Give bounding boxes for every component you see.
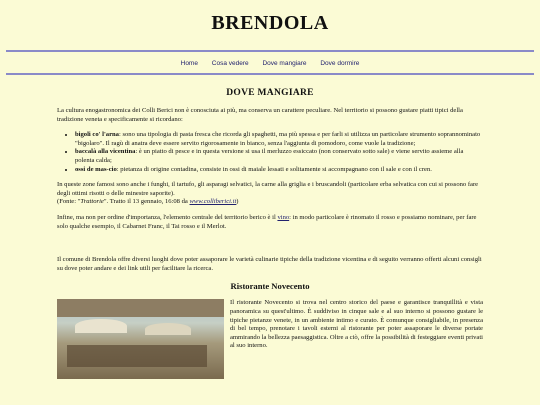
restaurant-block bbox=[57, 299, 483, 379]
list-item bbox=[75, 131, 483, 148]
page-header bbox=[0, 0, 540, 40]
brendola-paragraph: Il comune di Brendola offre diversi luoghi dove poter assaporare le varietà culinarie tipiche della tradizione vicentina e di seguito verranno offerti alcuni consigli su dove poter andare e dei link utili per facilitare la ricerca. bbox=[57, 256, 482, 272]
section-title: DOVE MANGIARE bbox=[226, 88, 314, 98]
intro-paragraph: La cultura enogastronomica dei Colli Berici non è conosciuta ai più, ma conserva un carattere peculiare. Nel territorio si possono gustare piatti tipici della tradizione veneta e specificamente si ricordano: bbox=[57, 107, 463, 123]
nav-cosa-vedere-link[interactable]: Cosa vedere bbox=[211, 60, 249, 67]
source-suffix: ) bbox=[236, 198, 239, 206]
restaurant-title: Ristorante Novecento bbox=[230, 281, 310, 292]
restaurant-description: Il ristorante Novecento si trova nel centro storico del paese e garantisce tranquillità e vista panoramica su quest'ultimo. È suddiviso in cinque sale e al suo interno si possono gustare le tipiche pietanze venete, in un ambiente intimo e curato. È comunque consigliabile, in presenza di bel tempo, prenotare i tavoli esterni al ristorante per poter assaporare le diverse portate ammirando la bellezza paesaggistica. Oltre a ciò, offre la possibilità di festeggiare eventi privati al suo interno. bbox=[230, 299, 483, 350]
site-title: BRENDOLA bbox=[211, 12, 329, 34]
wine-link[interactable]: vino bbox=[277, 213, 290, 221]
dish-name: baccalà alla vicentina bbox=[75, 148, 136, 156]
nav-divider bbox=[6, 73, 534, 75]
source-link[interactable]: www.colliberici.it bbox=[189, 198, 237, 206]
list-item bbox=[75, 166, 483, 175]
source-mid: ". Tratto il 13 gennaio, 16:08 da bbox=[103, 198, 190, 206]
dish-list bbox=[57, 131, 483, 174]
dish-name: bigoli co' l'arna bbox=[75, 131, 119, 139]
photo-umbrella bbox=[145, 323, 191, 335]
photo-tables bbox=[67, 345, 207, 367]
source-title: Trattorie bbox=[80, 198, 104, 206]
dish-name: ossi de mas-cio bbox=[75, 165, 117, 173]
dish-description: : sono una tipologia di pasta fresca che ricorda gli spaghetti, ma più spessa e per farli si utilizza un particolare strumento soprannominato "bigolaro". Il ragù di anatra deve essere servito rigorosamente in bianco, senza l'aggiunta di pomodoro, come vuole la tradizione; bbox=[75, 131, 481, 147]
wine-text-a: Infine, ma non per ordine d'importanza, l'elemento centrale del territorio berico è il bbox=[57, 213, 278, 221]
main-content bbox=[0, 88, 540, 379]
nav-dove-mangiare-link[interactable]: Dove mangiare bbox=[262, 60, 307, 67]
restaurant-photo bbox=[57, 299, 224, 379]
nav-home-link[interactable]: Home bbox=[180, 60, 198, 67]
other-products-paragraph bbox=[57, 181, 483, 207]
dish-description: : è un piatto di pesce e in questa versione si usa il merluzzo essiccato (non conservato sotto sale) e viene servito assieme alla polenta calda; bbox=[75, 148, 464, 164]
other-products-text: In queste zone famosi sono anche i funghi, il tartufo, gli asparagi selvatici, la carne alla griglia e i bruscandoli (particolare erba selvatica con cui si possono fare degli ottimi risotti o delle minestre saporite). bbox=[57, 181, 479, 197]
list-item bbox=[75, 148, 483, 165]
photo-umbrella bbox=[75, 319, 127, 333]
top-divider bbox=[6, 50, 534, 52]
source-prefix: (Fonte: " bbox=[57, 198, 81, 206]
dish-description: : pietanza di origine contadina, consiste in ossi di maiale lessati e solitamente si accompagnano con il sale e con il cren. bbox=[116, 165, 432, 173]
nav-dove-dormire-link[interactable]: Dove dormire bbox=[320, 60, 360, 67]
spacer bbox=[57, 238, 483, 256]
main-nav bbox=[0, 54, 540, 73]
wine-text-b: : in modo particolare è rinomato il rosso e possiamo nominare, per fare solo qualche esempio, il Cabarnet Franc, il Tai rosso e il Merlot. bbox=[57, 213, 477, 230]
wine-paragraph bbox=[57, 214, 483, 231]
photo-building bbox=[57, 299, 224, 317]
